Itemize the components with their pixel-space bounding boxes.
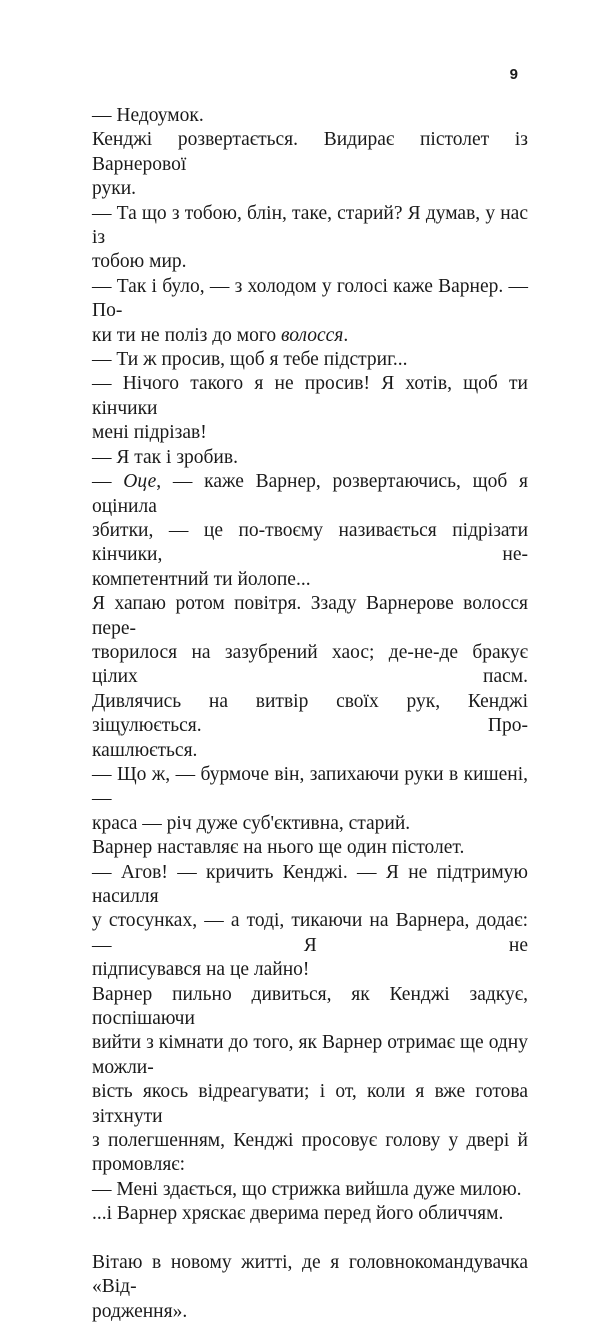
text-line: — Що ж, — бурмоче він, запихаючи руки в кишені, — xyxy=(92,763,528,810)
text-line: Дивлячись на витвір своїх рук, Кенджі зіщулюється. Про- xyxy=(92,690,528,737)
page-body-text xyxy=(92,104,528,1324)
paragraph-gap xyxy=(92,1227,528,1251)
text-line: ...і Варнер хряскає дверима перед його обличчям. xyxy=(92,1203,504,1225)
text-line: підписувався на це лайно! xyxy=(92,959,310,981)
text-line: — Я так і зробив. xyxy=(92,446,238,468)
text-line: Вітаю в новому житті, де я головнокомандувачка «Від- xyxy=(92,1251,528,1298)
text-line: у стосунках, — а тоді, тикаючи на Варнера, додає: — Я не xyxy=(92,910,528,956)
text-line: Я хапаю ротом повітря. Ззаду Варнерове волосся пере- xyxy=(92,593,528,639)
text-line: Варнер пильно дивиться, як Кенджі задкує, поспішаючи xyxy=(92,983,528,1030)
text-line: — Оце, — каже Варнер, розвертаючись, щоб я оцінила xyxy=(92,471,529,517)
text-line: — Та що з тобою, блін, таке, старий? Я думав, у нас із xyxy=(92,202,528,249)
text-line: збитки, — це по-твоєму називається підрізати кінчики, не- xyxy=(92,519,528,566)
text-line: — Недоумок. xyxy=(92,105,204,126)
text-line: — Мені здається, що стрижка вийшла дуже милою. xyxy=(92,1178,522,1200)
text-line: вийти з кімнати до того, як Варнер отримає ще одну можли- xyxy=(92,1032,528,1078)
text-line: з полегшенням, Кенджі просовує голову у двері й промовляє: xyxy=(92,1130,528,1176)
text-line: кашлюється. xyxy=(92,739,198,761)
text-line: Варнер наставляє на нього ще один пістолет. xyxy=(92,837,465,859)
text-line: мені підрізав! xyxy=(92,422,207,444)
text-line: — Нічого такого я не просив! Я хотів, щоб ти кінчики xyxy=(92,373,528,419)
text-line: творилося на зазубрений хаос; де-не-де бракує цілих пасм. xyxy=(92,641,528,688)
text-line: краса — річ дуже суб'єктивна, старий. xyxy=(92,812,411,834)
text-line: родження». xyxy=(92,1300,188,1322)
text-line: — Ти ж просив, щоб я тебе підстриг... xyxy=(92,349,408,371)
text-line: руки. xyxy=(92,178,137,200)
page-number: 9 xyxy=(509,66,518,83)
text-line: компетентний ти йолопе... xyxy=(92,568,311,590)
text-line: вість якось відреагувати; і от, коли я вже готова зітхнути xyxy=(92,1081,528,1127)
text-line: — Агов! — кричить Кенджі. — Я не підтримую насилля xyxy=(92,861,528,907)
text-line: Кенджі розвертається. Видирає пістолет із Варнерової xyxy=(92,129,528,175)
text-line: тобою мир. xyxy=(92,251,187,273)
text-line: ки ти не поліз до мого волосся. xyxy=(92,324,349,346)
text-line: — Так і було, — з холодом у голосі каже Варнер. — По- xyxy=(92,275,528,322)
